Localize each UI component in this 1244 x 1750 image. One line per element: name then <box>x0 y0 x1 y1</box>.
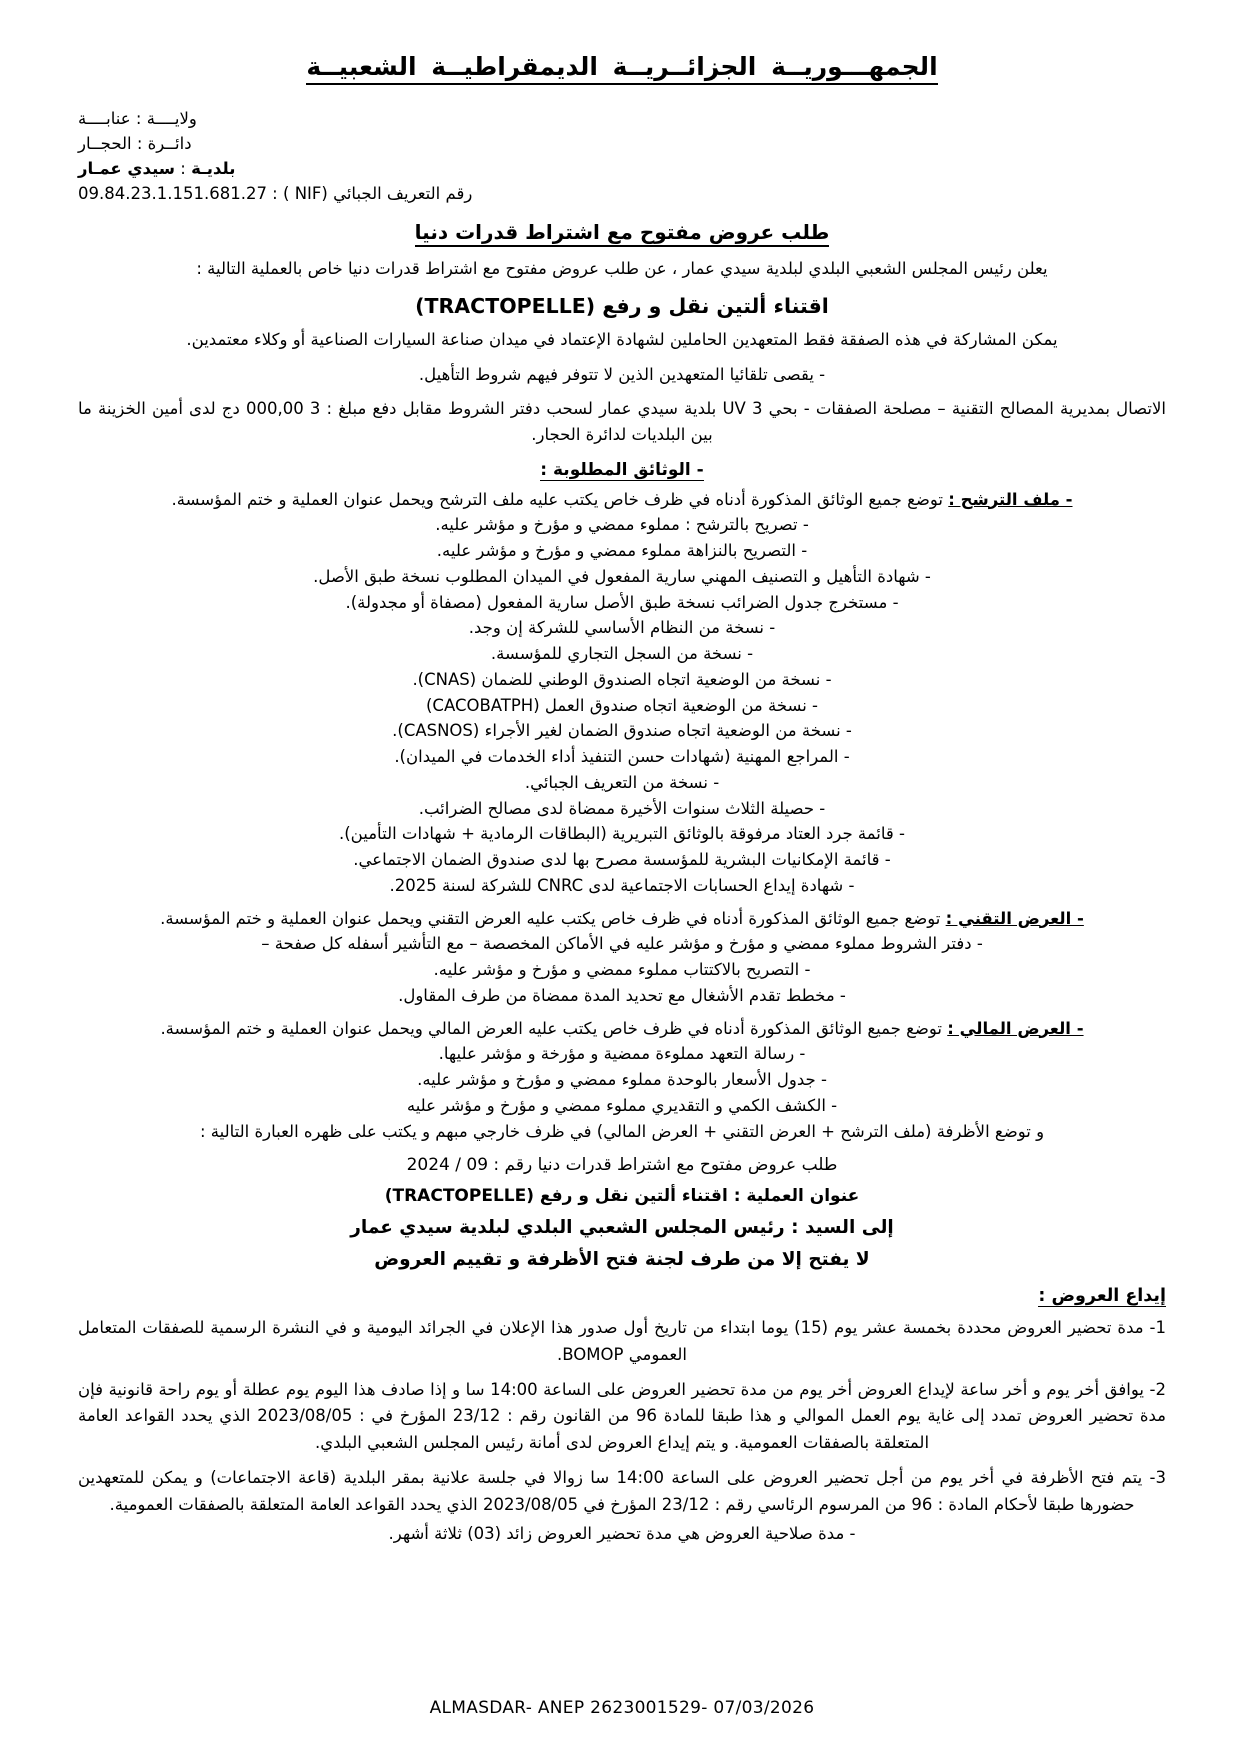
doc-item: - المراجع المهنية (شهادات حسن التنفيذ أداء الخدمات في الميدان). <box>394 747 850 766</box>
doc-item: - شهادة إيداع الحسابات الاجتماعية لدى CNRC للشركة لسنة 2025. <box>389 875 855 895</box>
doc-item: - رسالة التعهد مملوءة ممضية و مؤرخة و مؤشر عليها. <box>438 1044 806 1064</box>
envelope-operation-line: عنوان العملية : اقتناء ألتين نقل و رفع (TRACTOPELLE) <box>384 1186 860 1207</box>
admin-label-daira: دائــرة <box>147 134 192 154</box>
operation-title: اقتناء ألتين نقل و رفع (TRACTOPELLE) <box>415 294 829 319</box>
page-title-text: طلب عروض مفتوح مع اشتراط قدرات دنيا <box>415 220 830 247</box>
group-heading-rest-candidature: توضع جميع الوثائق المذكورة أدناه في ظرف خاص يكتب عليه ملف الترشح ويحمل عنوان العملية و ختم المؤسسة. <box>171 489 949 509</box>
documents-group-technical <box>78 907 1166 932</box>
admin-line-baladiya <box>78 156 1166 181</box>
admin-value-wilaya: عنابــــة <box>78 109 131 128</box>
envelope-intro: و توضع الأظرفة (ملف الترشح + العرض التقني + العرض المالي) في ظرف خارجي مبهم و يكتب على ظهره العبارة التالية : <box>199 1121 1045 1141</box>
doc-item: - نسخة من التعريف الجبائي. <box>524 772 720 792</box>
documents-group-financial <box>78 1017 1166 1042</box>
doc-item: - حصيلة الثلاث سنوات الأخيرة ممضاة لدى مصالح الضرائب. <box>418 798 826 818</box>
deposit-clause-3: 3- يتم فتح الأظرفة في أخر يوم من أجل تحضير العروض على الساعة 14:00 سا زوالا في جلسة علانية بمقر البلدية (قاعة الاجتماعات) و يمكن للمتعهدين حضورها طبقا لأحكام المادة : 96 من المرسوم الرئاسي رقم : 23/12 المؤرخ في 2023/08/05 الذي يحدد القواعد العامة المتعلقة بالصفقات العمومية. <box>78 1468 1166 1514</box>
republic-header-text: الجمهـــوريــة الجزائــريــة الديمقراطيــة الشعبيــة <box>306 52 937 85</box>
group-heading-rest-technical: توضع جميع الوثائق المذكورة أدناه في ظرف خاص يكتب عليه العرض التقني ويحمل عنوان العملية و ختم المؤسسة. <box>160 908 946 928</box>
doc-item: - تصريح بالترشح : مملوء ممضي و مؤرخ و مؤشر عليه. <box>435 515 809 535</box>
admin-sep: : <box>131 134 143 154</box>
documents-section-header-text: - الوثائق المطلوبة : <box>540 459 704 480</box>
admin-label-wilaya: ولايــــة <box>146 109 197 128</box>
group-heading-financial: - العرض المالي : <box>947 1018 1084 1038</box>
admin-value-baladiya: سيدي عمـار <box>78 159 176 179</box>
doc-item: - نسخة من الوضعية اتجاه الصندوق الوطني للضمان (CNAS). <box>412 669 832 689</box>
doc-item: - نسخة من النظام الأساسي للشركة إن وجد. <box>468 618 776 638</box>
doc-item: - التصريح بالاكتتاب مملوء ممضي و مؤرخ و مؤشر عليه. <box>433 960 811 979</box>
doc-item: - دفتر الشروط مملوء ممضي و مؤرخ و مؤشر عليه في الأماكن المخصصة – مع التأشير أسفله كل صفحة – <box>261 934 983 954</box>
doc-item: - نسخة من السجل التجاري للمؤسسة. <box>490 644 754 663</box>
documents-group-candidature <box>78 488 1166 513</box>
page-title <box>78 220 1166 244</box>
doc-item: - مستخرج جدول الضرائب نسخة طبق الأصل سارية المفعول (مصفاة أو مجدولة). <box>345 592 899 612</box>
group-heading-rest-financial: توضع جميع الوثائق المذكورة أدناه في ظرف خاص يكتب عليه العرض المالي ويحمل عنوان العملية و ختم المؤسسة. <box>160 1018 948 1038</box>
withdrawal-paragraph: الاتصال بمديرية المصالح التقنية – مصلحة الصفقات - بحي UV 3 بلدية سيدي عمار لسحب دفتر الشروط مقابل دفع مبلغ : 3 000,00 دج لدى أمين الخزينة ما بين البلديات لدائرة الحجار. <box>78 399 1167 444</box>
validity-note: - مدة صلاحية العروض هي مدة تحضير العروض زائد (03) ثلاثة أشهر. <box>388 1523 856 1543</box>
admin-sep: : <box>175 159 186 179</box>
group-heading-technical: - العرض التقني : <box>945 908 1084 928</box>
administrative-block <box>78 106 1166 206</box>
eligibility-paragraph: يمكن المشاركة في هذه الصفقة فقط المتعهدين الحاملين لشهادة الإعتماد في ميدان صناعة السيارات الصناعية أو وكلاء معتمدين. <box>186 330 1058 350</box>
admin-line-daira <box>78 131 1166 156</box>
doc-item: - شهادة التأهيل و التصنيف المهني سارية المفعول في الميدان المطلوب نسخة طبق الأصل. <box>313 566 931 586</box>
admin-sep: : <box>266 184 278 204</box>
deposit-clause-1: 1- مدة تحضير العروض محددة بخمسة عشر يوم (15) يوما ابتداء من تاريخ أول صدور هذا الإعلان في الجرائد اليومية و في النشرة الرسمية للصفقات المتعامل العمومي BOMOP. <box>78 1318 1166 1364</box>
doc-item: - التصريح بالنزاهة مملوء ممضي و مؤرخ و مؤشر عليه. <box>436 541 808 560</box>
deposit-clause-2: 2- يوافق أخر يوم و أخر ساعة لإيداع العروض أخر يوم من مدة تحضير العروض على الساعة 14:00 سا و إذا صادف هذا اليوم يوم عطلة أو يوم راحة قانونية فإن مدة تحضير العروض تمدد إلى غاية يوم العمل الموالي و هذا طبقا للمادة 96 من القانون رقم : 23/12 المؤرخ في : 2023/08/05 الذي يحدد القواعد العامة المتعلقة بالصفقات العمومية. و يتم إيداع العروض لدى أمانة رئيس المجلس الشعبي البلدي. <box>78 1380 1166 1452</box>
doc-item: - قائمة الإمكانيات البشرية للمؤسسة مصرح بها لدى صندوق الضمان الاجتماعي. <box>353 850 891 869</box>
doc-item: - نسخة من الوضعية اتجاه صندوق العمل (CACOBATPH) <box>425 695 818 715</box>
admin-sep: : <box>130 109 142 128</box>
exclusion-paragraph: - يقصى تلقائيا المتعهدين الذين لا تتوفر فيهم شروط التأهيل. <box>418 364 826 384</box>
envelope-reference-line: طلب عروض مفتوح مع اشتراط قدرات دنيا رقم : 09 / 2024 <box>406 1155 838 1176</box>
envelope-addressee-line: إلى السيد : رئيس المجلس الشعبي البلدي لبلدية سيدي عمار <box>350 1217 894 1239</box>
doc-item: - قائمة جرد العتاد مرفوقة بالوثائق التبريرية (البطاقات الرمادية + شهادات التأمين). <box>339 824 905 844</box>
admin-label-nif: رقم التعريف الجبائي (NIF ) <box>283 184 473 204</box>
admin-value-nif: 09.84.23.1.151.681.27 <box>78 184 267 204</box>
doc-item: - الكشف الكمي و التقديري مملوء ممضي و مؤرخ و مؤشر عليه <box>406 1095 838 1115</box>
intro-paragraph: يعلن رئيس المجلس الشعبي البلدي لبلدية سيدي عمار ، عن طلب عروض مفتوح مع اشتراط قدرات دنيا خاص بالعملية التالية : <box>196 259 1048 279</box>
doc-item: - مخطط تقدم الأشغال مع تحديد المدة ممضاة من طرف المقاول. <box>398 985 846 1005</box>
deposit-section-header <box>78 1286 1166 1306</box>
admin-label-baladiya: بلديـة <box>191 159 236 179</box>
envelope-sealed-line: لا يفتح إلا من طرف لجنة فتح الأظرفة و تقييم العروض <box>374 1249 870 1271</box>
group-heading-candidature: - ملف الترشح : <box>948 489 1073 509</box>
republic-header <box>78 52 1166 88</box>
admin-line-nif <box>78 181 1166 206</box>
doc-item: - جدول الأسعار بالوحدة مملوء ممضي و مؤرخ و مؤشر عليه. <box>417 1070 827 1089</box>
admin-line-wilaya <box>78 106 1166 131</box>
documents-section-header <box>78 460 1166 480</box>
footer-reference: ALMASDAR- ANEP 2623001529- 07/03/2026 <box>429 1698 815 1718</box>
doc-item: - نسخة من الوضعية اتجاه صندوق الضمان لغير الأجراء (CASNOS). <box>392 721 852 741</box>
deposit-section-header-text: إيداع العروض : <box>1038 1286 1166 1307</box>
admin-value-daira: الحجــار <box>78 134 132 154</box>
